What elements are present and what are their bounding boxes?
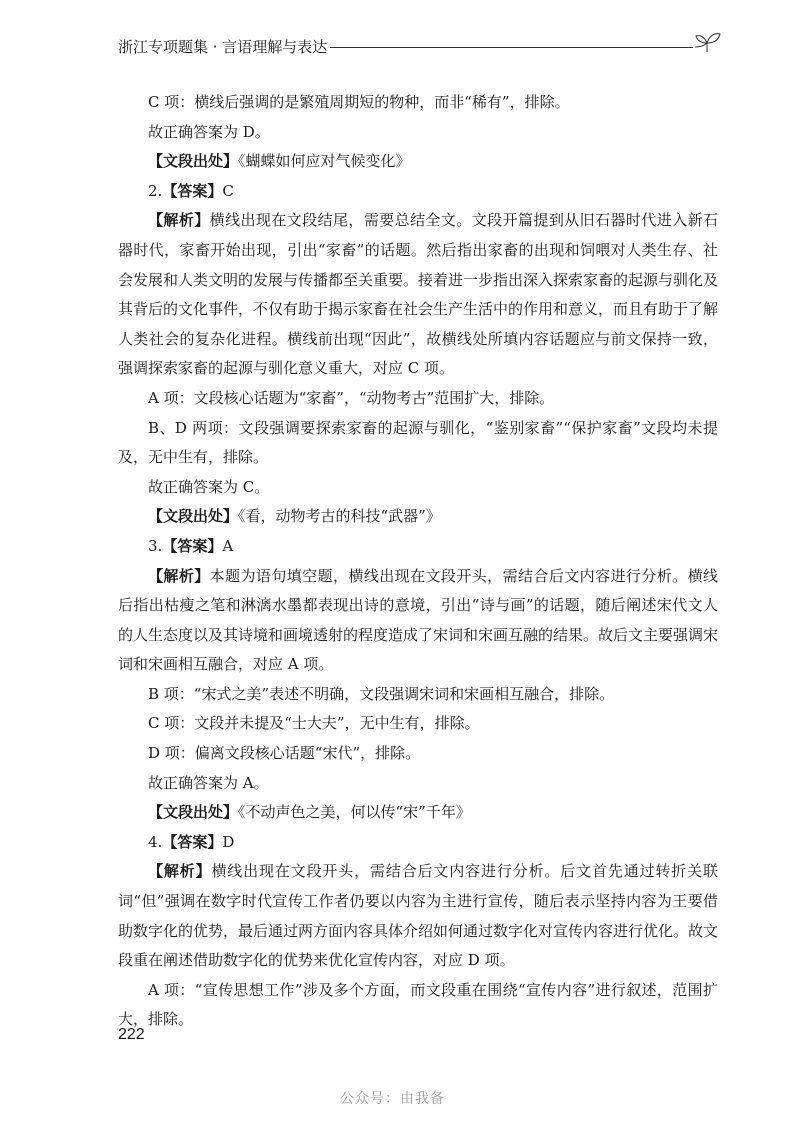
text-line: 故正确答案为 A。 (148, 773, 269, 792)
question-number: 3. (148, 536, 163, 555)
answer-tag: 【答案】 (162, 536, 223, 555)
source-line (118, 798, 718, 828)
source-tag: 【文段出处】 (148, 152, 239, 171)
analysis-tag: 【解析】 (148, 566, 210, 585)
question-number: 2. (148, 181, 163, 200)
source-tag: 【文段出处】 (148, 803, 239, 822)
analysis-tag: 【解析】 (148, 862, 212, 881)
text-line: C 项：文段并未提及“士大夫”，无中生有，排除。 (148, 714, 480, 733)
analysis-text: 横线出现在文段开头，需结合后文内容进行分析。后文首先通过转折关联词“但”强调在数字时代宣传工作者仍要以内容为主进行宣传，随后表示坚持内容为王要借助数字化的优势，最后通过两方面内容具体介绍如何通过数字化对宣传内容进行优化。故文段重在阐述借助数字化的优势来优化宣传内容，对应 D 项。 (118, 862, 719, 970)
header-title: 浙江专项题集 · 言语理解与表达 (118, 38, 328, 56)
text-paragraph: A 项：“宣传思想工作”涉及多个方面，而文段重在围绕“宣传内容”进行叙述，范围扩大，排除。 (118, 980, 718, 1029)
answer-letter: C (222, 181, 234, 200)
analysis-paragraph (118, 206, 718, 384)
answer-line (118, 828, 718, 858)
text-line: A 项：文段核心话题为“家畜”，“动物考古”范围扩大，排除。 (148, 388, 555, 407)
text-paragraph: B、D 两项：文段强调要探索家畜的起源与驯化，“鉴别家畜”“保护家畜”文段均未提及，无中生有，排除。 (118, 418, 718, 467)
answer-line (118, 177, 718, 207)
answer-explanations (118, 88, 718, 1035)
running-header (118, 30, 723, 66)
question-number: 4. (148, 832, 163, 851)
analysis-text: 横线出现在文段结尾，需要总结全文。文段开篇提到从旧石器时代进入新石器时代，家畜开始出现，引出“家畜”的话题。然后指出家畜的出现和饲喂对人类生存、社会发展和人类文明的发展与传播都至关重要。接着进一步指出深入探索家畜的起源与驯化及其背后的文化事件，不仅有助于揭示家畜在社会生产生活中的作用和意义，而且有助于了解人类社会的复杂化进程。横线前出现“因此”，故横线处所填内容话题应与前文保持一致，强调探索家畜的起源与驯化意义重大，对应 C 项。 (118, 211, 719, 378)
analysis-paragraph (118, 562, 718, 680)
answer-letter: A (222, 536, 234, 555)
text-line: 故正确答案为 D。 (148, 122, 270, 141)
source-line (118, 147, 718, 177)
source-title: 《看，动物考古的科技“武器”》 (238, 507, 441, 526)
source-title: 《不动声色之美，何以传“宋”千年》 (238, 803, 471, 822)
analysis-paragraph (118, 857, 718, 975)
source-tag: 【文段出处】 (148, 507, 239, 526)
text-line: D 项：偏离文段核心话题“宋代”，排除。 (148, 744, 421, 763)
analysis-text: 本题为语句填空题，横线出现在文段开头，需结合后文内容进行分析。横线后指出枯瘦之笔和淋漓水墨都表现出诗的意境，引出“诗与画”的话题，随后阐述宋代文人的人生态度以及其诗境和画境透射的程度造成了宋词和宋画互融的结果。故后文主要强调宋词和宋画相互融合，对应 A 项。 (118, 566, 719, 674)
text-line: C 项：横线后强调的是繁殖周期短的物种，而非“稀有”，排除。 (148, 93, 570, 111)
watermark-text: 公众号：由我备 (340, 1091, 445, 1107)
source-line (118, 502, 718, 532)
text-line: 故正确答案为 C。 (148, 477, 270, 496)
source-title: 《蝴蝶如何应对气候变化》 (238, 152, 411, 171)
answer-tag: 【答案】 (162, 181, 223, 200)
answer-tag: 【答案】 (162, 832, 223, 851)
answer-letter: D (222, 832, 235, 851)
sprout-icon (693, 30, 723, 60)
page-number: 222 (118, 1026, 145, 1043)
answer-line (118, 532, 718, 562)
analysis-tag: 【解析】 (148, 211, 210, 230)
header-rule (330, 47, 693, 48)
text-line: B 项：“宋式之美”表述不明确，文段强调宋词和宋画相互融合，排除。 (148, 684, 615, 703)
